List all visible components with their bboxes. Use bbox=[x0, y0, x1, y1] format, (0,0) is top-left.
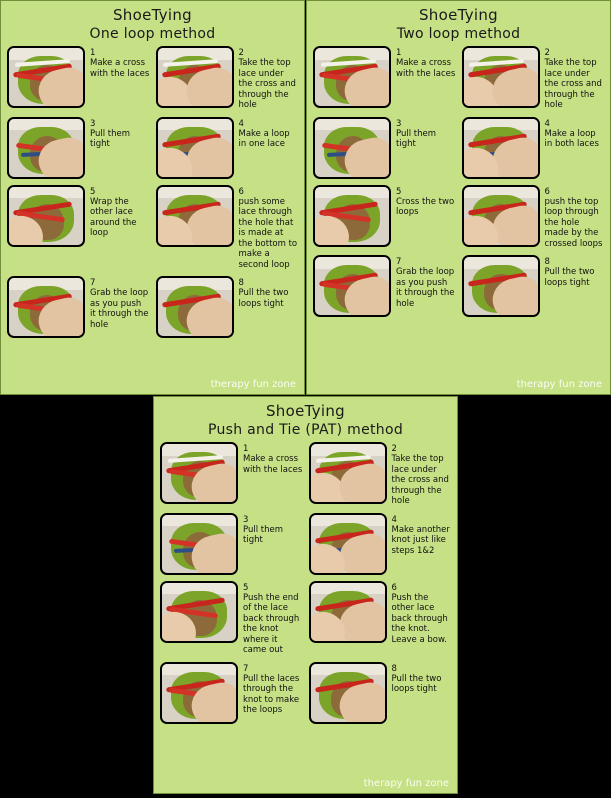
step-item bbox=[7, 276, 150, 338]
step-text: Make a cross with the laces bbox=[90, 58, 150, 79]
step-caption bbox=[387, 513, 452, 557]
step-caption bbox=[85, 46, 150, 79]
step-number: 2 bbox=[544, 48, 550, 58]
step-photo bbox=[462, 185, 540, 247]
step-number: 1 bbox=[396, 48, 402, 58]
step-number: 6 bbox=[391, 582, 397, 593]
step-caption bbox=[540, 117, 605, 150]
step-caption bbox=[238, 662, 303, 716]
step-photo bbox=[156, 117, 234, 179]
step-item bbox=[160, 442, 303, 507]
step-item bbox=[309, 662, 452, 724]
step-photo bbox=[309, 442, 387, 504]
step-text: Grab the loop as you push it through the hole bbox=[396, 267, 455, 309]
step-item bbox=[7, 117, 150, 179]
steps-grid bbox=[1, 46, 304, 338]
poster-push-and-tie-method bbox=[153, 396, 458, 794]
poster-two-loop-method bbox=[306, 0, 611, 395]
step-photo bbox=[462, 46, 540, 108]
steps-row bbox=[160, 581, 451, 656]
step-photo bbox=[313, 46, 391, 108]
step-number: 2 bbox=[391, 444, 397, 454]
step-number: 5 bbox=[243, 582, 249, 593]
step-text: Pull the two loops tight bbox=[391, 673, 442, 694]
step-photo bbox=[309, 662, 387, 724]
step-text: Pull them tight bbox=[90, 128, 131, 149]
steps-row bbox=[7, 117, 298, 179]
steps-row bbox=[313, 117, 604, 179]
step-item bbox=[462, 117, 605, 179]
step-photo bbox=[462, 117, 540, 179]
step-text: Pull the two loops tight bbox=[544, 267, 595, 288]
step-number: 7 bbox=[243, 663, 249, 674]
step-caption bbox=[238, 442, 303, 475]
step-number: 5 bbox=[396, 186, 402, 197]
step-caption bbox=[391, 117, 456, 150]
step-text: Take the top lace under the cross and through the hole bbox=[238, 58, 296, 110]
step-caption bbox=[540, 46, 605, 111]
step-caption bbox=[234, 117, 299, 150]
step-item bbox=[313, 117, 456, 179]
step-photo bbox=[309, 513, 387, 575]
steps-row bbox=[160, 662, 451, 724]
step-photo bbox=[160, 513, 238, 575]
step-item bbox=[156, 276, 299, 338]
step-caption bbox=[238, 513, 303, 546]
step-caption bbox=[85, 185, 150, 239]
step-item bbox=[156, 185, 299, 271]
step-text: Pull the laces through the knot to make the loops bbox=[243, 673, 300, 715]
step-caption bbox=[234, 185, 299, 271]
step-photo bbox=[160, 662, 238, 724]
step-caption bbox=[238, 581, 303, 656]
step-caption bbox=[85, 117, 150, 150]
step-number: 3 bbox=[396, 118, 402, 129]
watermark: therapy fun zone bbox=[210, 379, 296, 390]
step-photo bbox=[156, 276, 234, 338]
steps-row bbox=[160, 442, 451, 507]
page-title: ShoeTying bbox=[418, 6, 499, 24]
steps-row bbox=[160, 513, 451, 575]
step-caption bbox=[387, 442, 452, 507]
watermark: therapy fun zone bbox=[363, 778, 449, 789]
step-photo bbox=[313, 255, 391, 317]
step-text: Make a cross with the laces bbox=[396, 58, 456, 79]
step-item bbox=[160, 581, 303, 656]
step-caption bbox=[387, 662, 452, 695]
steps-grid bbox=[307, 46, 610, 317]
step-caption bbox=[234, 276, 299, 309]
step-caption bbox=[85, 276, 150, 330]
step-item bbox=[156, 117, 299, 179]
step-number: 8 bbox=[391, 663, 397, 674]
step-number: 6 bbox=[238, 186, 244, 197]
steps-row bbox=[313, 46, 604, 111]
steps-grid bbox=[154, 442, 457, 724]
step-number: 4 bbox=[391, 514, 397, 525]
step-caption bbox=[391, 255, 456, 309]
step-number: 7 bbox=[90, 278, 96, 288]
step-item bbox=[313, 185, 456, 250]
step-text: Take the top lace under the cross and through the hole bbox=[391, 454, 449, 506]
step-photo bbox=[7, 46, 85, 108]
step-photo bbox=[462, 255, 540, 317]
step-item bbox=[309, 581, 452, 656]
steps-row bbox=[7, 185, 298, 271]
step-text: Grab the loop as you push it through the hole bbox=[90, 288, 149, 330]
step-text: Take the top lace under the cross and through the hole bbox=[544, 58, 602, 110]
step-photo bbox=[156, 185, 234, 247]
steps-row bbox=[7, 46, 298, 111]
step-item bbox=[156, 46, 299, 111]
step-item bbox=[462, 255, 605, 317]
page-title: ShoeTying bbox=[265, 402, 346, 420]
step-text: Cross the two loops bbox=[396, 196, 455, 217]
page-subtitle: Two loop method bbox=[396, 26, 521, 42]
step-caption bbox=[391, 185, 456, 218]
page-title: ShoeTying bbox=[112, 6, 193, 24]
step-number: 4 bbox=[544, 118, 550, 129]
step-text: Pull the two loops tight bbox=[238, 288, 289, 309]
step-number: 6 bbox=[544, 186, 550, 197]
step-number: 8 bbox=[544, 257, 550, 267]
poster-one-loop-method bbox=[0, 0, 305, 395]
step-photo bbox=[309, 581, 387, 643]
step-caption bbox=[387, 581, 452, 646]
step-number: 3 bbox=[243, 514, 249, 525]
step-number: 3 bbox=[90, 118, 96, 129]
step-caption bbox=[540, 255, 605, 288]
step-item bbox=[309, 442, 452, 507]
step-photo bbox=[156, 46, 234, 108]
step-text: Make a loop in both laces bbox=[544, 128, 599, 149]
step-caption bbox=[234, 46, 299, 111]
step-item bbox=[462, 185, 605, 250]
page-subtitle: Push and Tie (PAT) method bbox=[207, 422, 404, 438]
step-photo bbox=[160, 442, 238, 504]
watermark: therapy fun zone bbox=[516, 379, 602, 390]
step-photo bbox=[7, 185, 85, 247]
steps-row bbox=[7, 276, 298, 338]
step-item bbox=[160, 513, 303, 575]
step-number: 8 bbox=[238, 278, 244, 288]
step-text: Push the other lace back through the knot. Leave a bow. bbox=[391, 592, 448, 645]
step-item bbox=[160, 662, 303, 724]
step-item bbox=[462, 46, 605, 111]
step-photo bbox=[313, 185, 391, 247]
step-photo bbox=[7, 117, 85, 179]
step-caption bbox=[540, 185, 605, 250]
step-photo bbox=[7, 276, 85, 338]
step-number: 5 bbox=[90, 186, 96, 197]
step-photo bbox=[313, 117, 391, 179]
step-caption bbox=[391, 46, 456, 79]
step-photo bbox=[160, 581, 238, 643]
step-text: Push the end of the lace back through the knot where it came out bbox=[243, 592, 300, 655]
steps-row bbox=[313, 185, 604, 250]
step-text: Make another knot just like steps 1&2 bbox=[391, 524, 450, 556]
step-text: push the top loop through the hole made by the crossed loops bbox=[544, 196, 603, 249]
step-item bbox=[313, 46, 456, 111]
step-number: 1 bbox=[243, 444, 249, 454]
step-item bbox=[7, 46, 150, 111]
step-text: Make a cross with the laces bbox=[243, 454, 303, 475]
step-item bbox=[7, 185, 150, 271]
page-subtitle: One loop method bbox=[89, 26, 216, 42]
step-number: 4 bbox=[238, 118, 244, 129]
step-text: Wrap the other lace around the loop bbox=[90, 196, 137, 238]
steps-row bbox=[313, 255, 604, 317]
step-number: 1 bbox=[90, 48, 96, 58]
step-item bbox=[309, 513, 452, 575]
step-text: Pull them tight bbox=[243, 524, 284, 545]
step-text: Pull them tight bbox=[396, 128, 437, 149]
step-text: push some lace through the hole that is made at the bottom to make a second loop bbox=[238, 196, 298, 270]
step-text: Make a loop in one lace bbox=[238, 128, 290, 149]
step-number: 2 bbox=[238, 48, 244, 58]
step-item bbox=[313, 255, 456, 317]
step-number: 7 bbox=[396, 257, 402, 267]
